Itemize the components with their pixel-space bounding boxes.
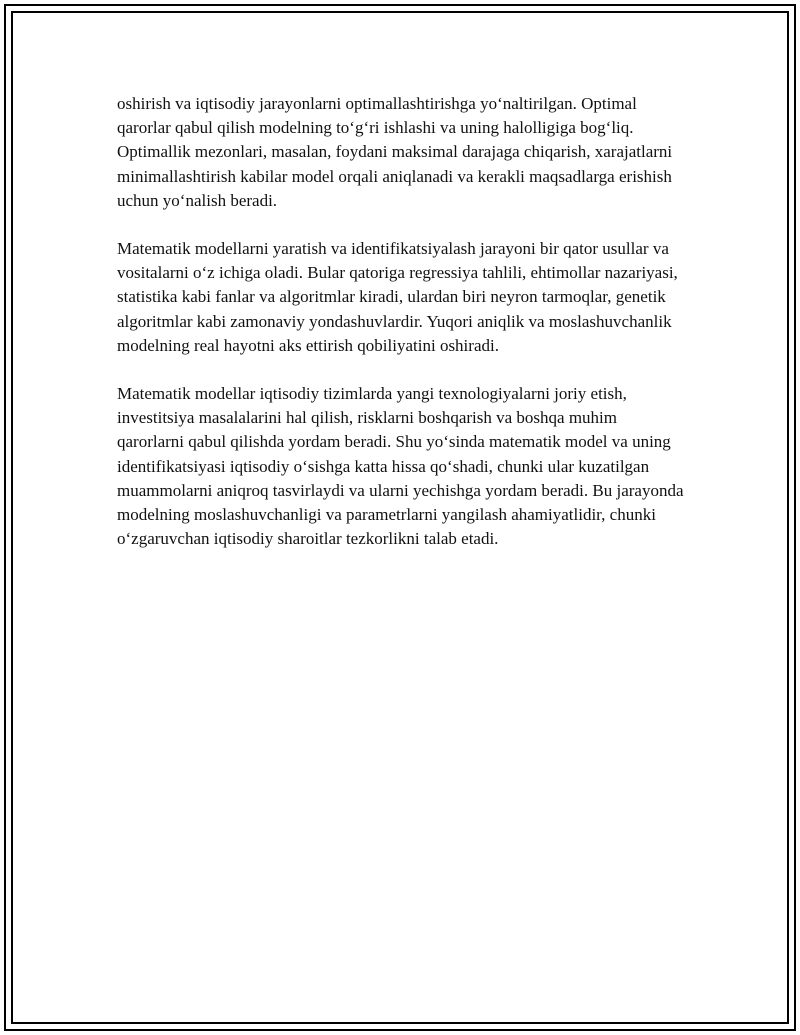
paragraph-1: oshirish va iqtisodiy jarayonlarni optimallashtirishga yo‘naltirilgan. Optimal qarorlar qabul qilish modelning to‘g‘ri ishlashi va uning halolligiga bog‘liq. Optimallik mezonlari, masalan, foydani maksimal darajaga chiqarish, xarajatlarni minimallashtirish kabilar model orqali aniqlanadi va kerakli maqsadlarga erishish uchun yo‘nalish beradi. <box>117 94 673 210</box>
document-body <box>117 92 687 575</box>
paragraph-2: Matematik modellarni yaratish va identifikatsiyalash jarayoni bir qator usullar va vositalarni o‘z ichiga oladi. Bular qatoriga regressiya tahlili, ehtimollar nazariyasi, statistika kabi fanlar va algoritmlar kiradi, ulardan biri neyron tarmoqlar, genetik algoritmlar kabi zamonaviy yondashuvlardir. Yuqori aniqlik va moslashuvchanlik modelning real hayotni aks ettirish qobiliyatini oshiradi. <box>117 239 678 355</box>
paragraph-3: Matematik modellar iqtisodiy tizimlarda yangi texnologiyalarni joriy etish, investitsiya masalalarini hal qilish, risklarni boshqarish va boshqa muhim qarorlarni qabul qilishda yordam beradi. Shu yo‘sinda matematik model va uning identifikatsiyasi iqtisodiy o‘sishga katta hissa qo‘shadi, chunki ular kuzatilgan muammolarni aniqroq tasvirlaydi va ularni yechishga yordam beradi. Bu jarayonda modelning moslashuvchanligi va parametrlarni yangilash ahamiyatlidir, chunki o‘zgaruvchan iqtisodiy sharoitlar tezkorlikni talab etadi. <box>117 384 684 549</box>
